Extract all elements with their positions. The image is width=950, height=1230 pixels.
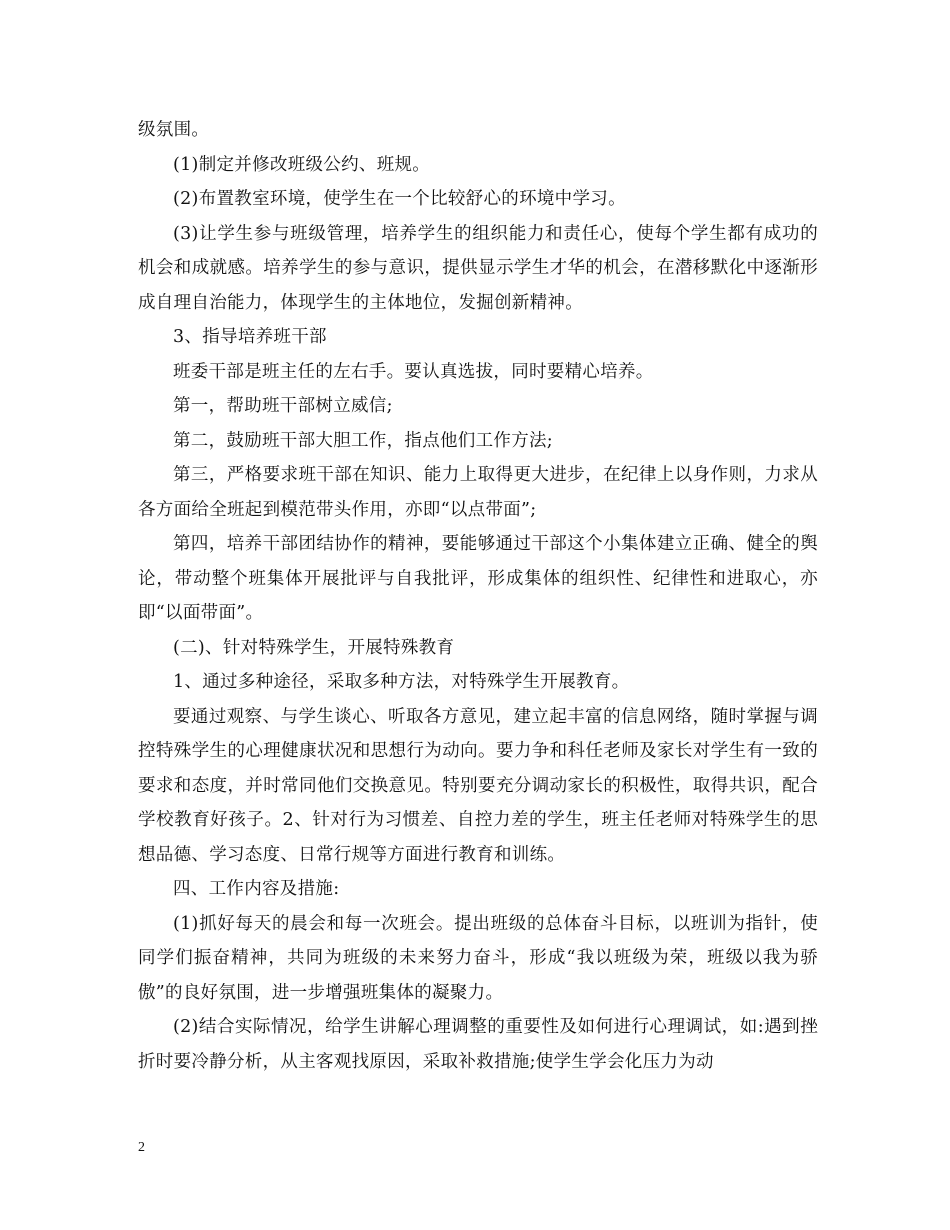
paragraph-9: 第四，培养干部团结协作的精神，要能够通过干部这个小集体建立正确、健全的舆论，带动整个班集体开展批评与自我批评，形成集体的组织性、纪律性和进取心，亦即“以面带面”。 [138, 534, 818, 623]
paragraph-3: (3)让学生参与班级管理，培养学生的组织能力和责任心，使每个学生都有成功的机会和成就感。培养学生的参与意识，提供显示学生才华的机会，在潜移默化中逐渐形成自理自治能力，体现学生的主体地位，发掘创新精神。 [138, 223, 818, 313]
paragraph-8: 第三，严格要求班干部在知识、能力上取得更大进步，在纪律上以身作则，力求从各方面给全班起到模范带头作用，亦即“以点带面”; [138, 465, 818, 520]
paragraph-1: (1)制定并修改班级公约、班规。 [173, 154, 431, 175]
paragraph-5: 班委干部是班主任的左右手。要认真选拔，同时要精心培养。 [173, 361, 654, 382]
paragraph-11: 1、通过多种途径，采取多种方法，对特殊学生开展教育。 [173, 672, 630, 692]
paragraph-7: 第二，鼓励班干部大胆工作，指点他们工作方法; [173, 430, 553, 451]
page-number: 2 [138, 1140, 145, 1155]
paragraph-6: 第一，帮助班干部树立威信; [173, 396, 393, 416]
paragraph-4: 3、指导培养班干部 [173, 327, 327, 347]
paragraph-12: 要通过观察、与学生谈心、听取各方意见，建立起丰富的信息网络，随时掌握与调控特殊学生的心理健康状况和思想行为动向。要力争和科任老师及家长对学生有一致的要求和态度，并时常同他们交换意见。特别要充分调动家长的积极性，取得共识，配合学校教育好孩子。2、针对行为习惯差、自控力差的学生，班主任老师对特殊学生的思想品德、学习态度、日常行规等方面进行教育和训练。 [138, 706, 818, 865]
paragraph-15: (2)结合实际情况，给学生讲解心理调整的重要性及如何进行心理调试，如:遇到挫折时要冷静分析，从主客观找原因，采取补救措施;使学生学会化压力为动 [138, 1017, 818, 1072]
paragraph-0: 级氛围。 [138, 120, 210, 140]
paragraph-10: (二)、针对特殊学生，开展特殊教育 [173, 637, 455, 658]
paragraph-14: (1)抓好每天的晨会和每一次班会。提出班级的总体奋斗目标，以班训为指针，使同学们振奋精神，共同为班级的未来努力奋斗，形成“我以班级为荣，班级以我为骄傲”的良好氛围，进一步增强班集体的凝聚力。 [138, 913, 818, 1003]
paragraph-2: (2)布置教室环境，使学生在一个比较舒心的环境中学习。 [173, 189, 626, 209]
paragraph-13: 四、工作内容及措施: [173, 879, 340, 899]
body-text [138, 113, 818, 1079]
